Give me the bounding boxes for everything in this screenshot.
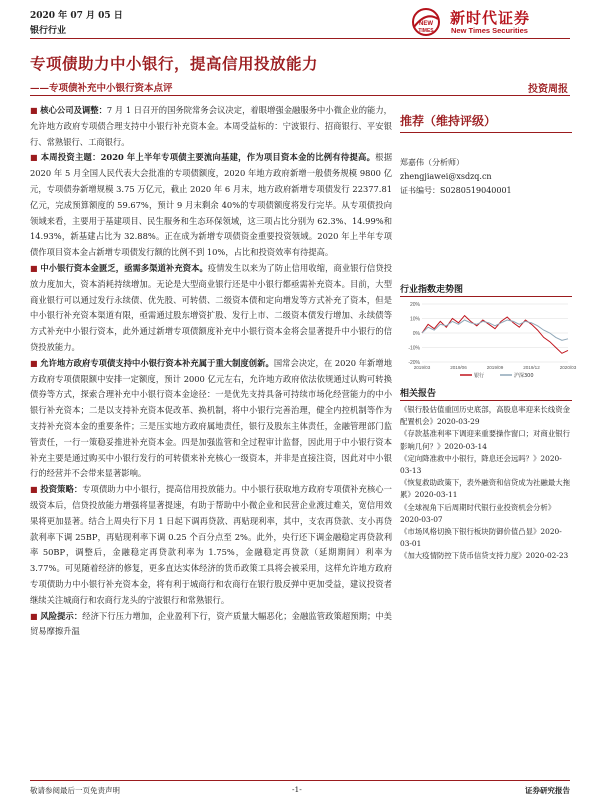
cert-label: 证书编号： <box>400 186 440 195</box>
x-tick-label: 2020/03 <box>559 365 577 370</box>
new-times-logo-icon <box>408 7 444 37</box>
brand-name: 新时代证券 <box>450 9 531 27</box>
related-report-item[interactable]: 《存款基准利率下调迎来重要操作窗口；对商业银行影响几何？》2020-03-14 <box>400 429 570 451</box>
paragraph-text: 国常会决定，在 2020 年新增地方政府专项债限额中安排一定额度，预计 2000 亿元左右，允许地方政府依法依规通过认购可转换债券等方式，探索合理补充中小银行资本金途径：一是优先支持具备可持续市场化经营能力的中小银行补充资本；二是以支持补充资本促改革、换机制，将中小银行完善治理，健全内控机制等作为支持补充资本金的重要条件；三是压实地方政府属地责任，银行及股东主体责任，金融管理部门监管责任，一行一策稳妥推进补充资本金。四是加强监管和全过程审计监督，因此用于中小银行资本补充主要是通过购买中小银行发行的可转债来补充核心一级资本，并非是直接注资，因此对中小银行的经营并不会带来显著影响。 <box>30 357 393 479</box>
y-tick-label: 20% <box>409 302 420 308</box>
bullet-icon: ■ <box>30 153 38 163</box>
report-title: 专项债助力中小银行，提高信用投放能力 <box>30 54 319 73</box>
svg-text:TIMES: TIMES <box>418 28 434 34</box>
industry-label: 银行行业 <box>30 26 67 36</box>
x-tick-label: 2019/12 <box>523 365 540 370</box>
related-report-item[interactable]: 《市场风格切换下银行板块防御价值凸显》2020-03-01 <box>400 527 562 549</box>
legend-label: 沪深300 <box>514 373 534 379</box>
paragraph-heading: 允许地方政府专项债支持中小银行资本补充属于重大制度创新。 <box>40 357 274 368</box>
paragraph-text: 经济下行压力增加，企业盈利下行，资产质量大幅恶化；金融监管政策超预期；中美贸易摩擦升温 <box>30 610 392 637</box>
header-divider <box>30 38 570 39</box>
related-report-item[interactable]: 《定向降准救中小银行，降息还会远吗？》2020-03-13 <box>400 453 562 476</box>
report-date: 2020 年 07 月 05 日 <box>30 11 123 21</box>
related-reports-list <box>400 404 572 563</box>
paragraph-heading: 投资策略： <box>40 484 83 495</box>
x-tick-label: 2019/09 <box>486 365 504 370</box>
analyst-info <box>400 156 512 198</box>
paragraph-text: 根据 2020 年 5 月全国人民代表大会批准的专项债额度，2020 年地方政府新增一般债务规模 9800 亿元，专项债券新增规模 3.75 万亿元，截止 2020 年 6 月末，地方政府新增专项债发行 22377.81 亿元，完成预算额度的 59.67%，预计 9 月末剩余 40%的专项债额度将发行完毕。从专项债投向领域来看，主要用于基建项目、民生服务和生态环保领域，这三项占比分别为 62.3%、14.99%和 14.93%，新基建占比为 32.88%。正在成为新增专项债资金重要投资领域。2020 年上半年专项债作项目资本金占新增专项债发行额的比例不到 10%，占比和投资效率有待提高。 <box>30 152 392 258</box>
paragraph <box>30 482 392 608</box>
paragraph-heading: 中小银行资本金匮乏，亟需多渠道补充资本。 <box>40 262 208 273</box>
chart-divider <box>400 296 572 297</box>
related-divider <box>400 400 572 401</box>
bullet-icon: ■ <box>30 358 38 368</box>
bullet-icon: ■ <box>30 485 38 495</box>
y-tick-label: 0% <box>412 331 420 337</box>
disclaimer-note: 敬请参阅最后一页免责声明 <box>30 786 120 795</box>
rating: 推荐（维持评级） <box>400 114 497 128</box>
related-report-item[interactable]: 《加大疫情防控下货币信贷支持力度》2020-02-23 <box>400 551 569 561</box>
report-type: 投资周报 <box>528 84 568 95</box>
page-number: -1- <box>292 785 302 794</box>
legend-label: 银行 <box>474 373 485 379</box>
x-tick-label: 2019/06 <box>450 365 467 370</box>
main-body <box>30 103 392 640</box>
svg-text:NEW: NEW <box>419 21 433 27</box>
paragraph <box>30 261 392 356</box>
report-subtitle: ——专项债补充中小银行资本点评 <box>30 83 173 94</box>
related-report-item[interactable]: 《全球视角下后周期时代银行业投资机会分析》2020-03-07 <box>400 502 556 524</box>
analyst-cert <box>400 184 512 198</box>
footer-divider <box>30 780 570 781</box>
analyst-name: 郑嘉伟（分析师） <box>400 158 464 167</box>
paragraph-heading: 核心公司及调整： <box>40 105 107 115</box>
x-tick-label: 2019/03 <box>413 365 431 370</box>
paragraph-text: 疫情发生以来为了防止信用收缩，商业银行信贷投放力度加大，资本消耗持续增加。无论是大型商业银行还是中小银行都亟需补充资本。目前，大型商业银行可以通过发行永续债、优先股、可转债、二级资本债和定向增发等方式补充了资本，但是中小银行补充资本渠道有限，亟需通过股东增资扩股、发行上市、二级资本债发行增加、永续债等方式补充中小银行资本，此外通过新增专项债额度补充中小银行资本金将会显著提升中小银行的信贷投放能力。 <box>30 262 392 352</box>
bullet-icon: ■ <box>30 106 38 115</box>
analyst-email[interactable]: zhengjiawei@xsdzq.cn <box>400 172 492 181</box>
series-line-沪深300 <box>422 320 568 340</box>
y-tick-label: 10% <box>409 316 420 323</box>
paragraph-heading: 风险提示： <box>40 610 83 621</box>
y-tick-label: -20% <box>408 360 420 366</box>
paragraph <box>30 356 392 482</box>
bullet-icon: ■ <box>30 263 38 273</box>
paragraph-text: 专项债助力中小银行，提高信用投放能力。中小银行获取地方政府专项债补充核心一级资本后，信贷投放能力增强将显著提速，有助于帮助中小微企业和民营企业渡过难关，宽信用效果将更加显著。结合上周央行下月 1 日起下调再贷款、再贴现利率，其中，支农再贷款、支小再贷款利率下调 25BP，再贴现利率下调 0.25 个百分点至 2%。此外，央行还下调金融稳定再贷款利率 50BP，调整后，金融稳定再贷款利率为 1.75%，金融稳定再贷款（延期期间）利率为 3.77%。可见随着经济的修复，更多直达实体经济的货币政策工具将会被采用，这样允许地方政府专项债助力中小银行补充资本金，将有利于城商行和农商行在银行股反弹中更加受益，建议投资者继续关注城商行和农商行龙头的宁波银行和常熟银行。 <box>30 484 392 605</box>
y-tick-label: -10% <box>408 345 420 352</box>
cert-number: S0280519040001 <box>440 186 512 195</box>
paragraph <box>30 609 392 641</box>
brand-name-en: New Times Securities <box>451 26 528 35</box>
footer-label: 证券研究报告 <box>525 786 570 795</box>
title-divider <box>30 95 570 96</box>
paragraph <box>30 150 392 261</box>
paragraph <box>30 103 392 150</box>
related-report-item[interactable]: 《恢复救助政策下，表外融资和信贷成为社融最大拖累》2020-03-11 <box>400 478 570 500</box>
bullet-icon: ■ <box>30 611 38 621</box>
related-report-item[interactable]: 《银行股估值重回历史底部，高股息率迎来长线资金配置机会》2020-03-29 <box>400 405 570 427</box>
related-title: 相关报告 <box>400 389 437 399</box>
paragraph-text: 7 月 1 日召开的国务院常务会议决定，着眼增强金融服务中小微企业的能力，允许地方政府专项债合理支持中小银行补充资本金。本周受益标的：宁波银行、招商银行、平安银行、常熟银行、工商银行。 <box>30 105 392 147</box>
rating-divider <box>400 132 572 133</box>
chart-title: 行业指数走势图 <box>400 285 464 295</box>
industry-index-chart <box>400 300 577 380</box>
paragraph-heading: 本周投资主题：2020 年上半年专项债主要流向基建，作为项目资本金的比例有待提高。 <box>40 152 376 163</box>
